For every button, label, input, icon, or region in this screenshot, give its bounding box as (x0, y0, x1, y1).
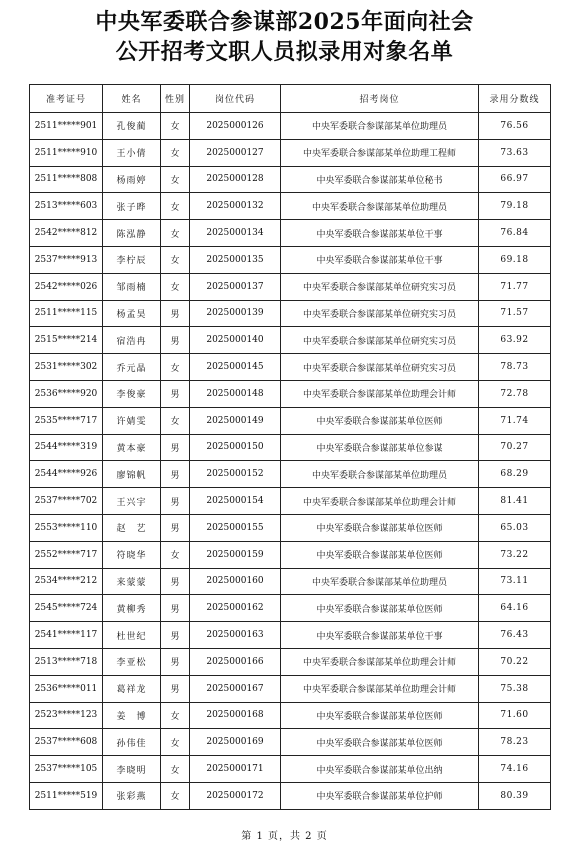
cell-exam-no: 2513*****718 (30, 648, 103, 675)
cell-score: 66.97 (479, 166, 551, 193)
cell-exam-no: 2511*****901 (30, 113, 103, 140)
cell-name: 李柠辰 (103, 246, 161, 273)
cell-gender: 女 (161, 541, 190, 568)
cell-position: 中央军委联合参谋部某单位医师 (281, 514, 479, 541)
table-row (30, 434, 551, 461)
cell-position: 中央军委联合参谋部某单位助理会计师 (281, 488, 479, 515)
cell-position-code: 2025000172 (190, 782, 281, 809)
cell-name: 许婧雯 (103, 407, 161, 434)
cell-gender: 男 (161, 568, 190, 595)
cell-gender: 女 (161, 193, 190, 220)
table-row (30, 246, 551, 273)
cell-position: 中央军委联合参谋部某单位研究实习员 (281, 300, 479, 327)
cell-gender: 男 (161, 648, 190, 675)
table-body (30, 113, 551, 810)
header-score: 录用分数线 (479, 85, 551, 113)
table-row (30, 461, 551, 488)
cell-name: 李亚松 (103, 648, 161, 675)
cell-position-code: 2025000127 (190, 139, 281, 166)
cell-position: 中央军委联合参谋部某单位助理员 (281, 568, 479, 595)
cell-name: 王小倩 (103, 139, 161, 166)
cell-score: 71.60 (479, 702, 551, 729)
header-exam-no: 准考证号 (30, 85, 103, 113)
cell-name: 姜 博 (103, 702, 161, 729)
cell-exam-no: 2511*****910 (30, 139, 103, 166)
header-position: 招考岗位 (281, 85, 479, 113)
cell-name: 宿浩冉 (103, 327, 161, 354)
cell-gender: 女 (161, 729, 190, 756)
cell-name: 杨雨婷 (103, 166, 161, 193)
cell-score: 70.27 (479, 434, 551, 461)
cell-score: 76.43 (479, 622, 551, 649)
cell-exam-no: 2531*****302 (30, 354, 103, 381)
cell-name: 来蒙蒙 (103, 568, 161, 595)
cell-position-code: 2025000159 (190, 541, 281, 568)
cell-name: 张子晔 (103, 193, 161, 220)
header-gender: 性别 (161, 85, 190, 113)
cell-position-code: 2025000135 (190, 246, 281, 273)
cell-position-code: 2025000132 (190, 193, 281, 220)
cell-name: 孙伟佳 (103, 729, 161, 756)
cell-gender: 女 (161, 354, 190, 381)
header-name: 姓名 (103, 85, 161, 113)
cell-position-code: 2025000154 (190, 488, 281, 515)
cell-exam-no: 2544*****926 (30, 461, 103, 488)
cell-score: 80.39 (479, 782, 551, 809)
cell-position: 中央军委联合参谋部某单位助理会计师 (281, 380, 479, 407)
cell-score: 73.11 (479, 568, 551, 595)
cell-name: 葛祥龙 (103, 675, 161, 702)
cell-gender: 女 (161, 407, 190, 434)
table-row (30, 220, 551, 247)
cell-gender: 男 (161, 675, 190, 702)
cell-score: 63.92 (479, 327, 551, 354)
document-title-line-1: 中央军委联合参谋部2025年面向社会 (95, 9, 474, 35)
cell-position: 中央军委联合参谋部某单位参谋 (281, 434, 479, 461)
cell-position-code: 2025000137 (190, 273, 281, 300)
cell-position: 中央军委联合参谋部某单位干事 (281, 246, 479, 273)
table-row (30, 622, 551, 649)
cell-position: 中央军委联合参谋部某单位助理员 (281, 461, 479, 488)
cell-exam-no: 2537*****608 (30, 729, 103, 756)
cell-name: 杜世纪 (103, 622, 161, 649)
admission-list-table (29, 84, 551, 810)
cell-position-code: 2025000168 (190, 702, 281, 729)
cell-position: 中央军委联合参谋部某单位助理工程师 (281, 139, 479, 166)
cell-score: 71.77 (479, 273, 551, 300)
cell-exam-no: 2542*****026 (30, 273, 103, 300)
table-row (30, 139, 551, 166)
header-row (30, 85, 551, 113)
cell-gender: 女 (161, 782, 190, 809)
cell-name: 李俊豪 (103, 380, 161, 407)
cell-score: 72.78 (479, 380, 551, 407)
cell-position-code: 2025000126 (190, 113, 281, 140)
cell-name: 陈泓静 (103, 220, 161, 247)
header-position-code: 岗位代码 (190, 85, 281, 113)
cell-gender: 女 (161, 166, 190, 193)
cell-name: 张彩燕 (103, 782, 161, 809)
table-row (30, 782, 551, 809)
cell-position-code: 2025000166 (190, 648, 281, 675)
table-row (30, 327, 551, 354)
table-row (30, 407, 551, 434)
cell-position: 中央军委联合参谋部某单位医师 (281, 702, 479, 729)
cell-exam-no: 2513*****603 (30, 193, 103, 220)
cell-position: 中央军委联合参谋部某单位助理员 (281, 193, 479, 220)
cell-exam-no: 2511*****115 (30, 300, 103, 327)
cell-name: 邹雨楠 (103, 273, 161, 300)
cell-name: 孔俊蔺 (103, 113, 161, 140)
cell-position-code: 2025000139 (190, 300, 281, 327)
table-header (30, 85, 551, 113)
cell-score: 70.22 (479, 648, 551, 675)
cell-position-code: 2025000148 (190, 380, 281, 407)
document-title-line-2: 公开招考文职人员拟录用对象名单 (115, 39, 454, 65)
cell-position-code: 2025000167 (190, 675, 281, 702)
cell-name: 赵 艺 (103, 514, 161, 541)
cell-exam-no: 2537*****702 (30, 488, 103, 515)
cell-exam-no: 2537*****105 (30, 756, 103, 783)
table-row (30, 568, 551, 595)
cell-score: 65.03 (479, 514, 551, 541)
cell-gender: 女 (161, 756, 190, 783)
cell-gender: 男 (161, 595, 190, 622)
cell-position-code: 2025000152 (190, 461, 281, 488)
cell-gender: 男 (161, 434, 190, 461)
table-row (30, 541, 551, 568)
cell-name: 廖锦帆 (103, 461, 161, 488)
cell-name: 符晓华 (103, 541, 161, 568)
table-row (30, 166, 551, 193)
cell-position-code: 2025000171 (190, 756, 281, 783)
cell-position-code: 2025000150 (190, 434, 281, 461)
cell-exam-no: 2545*****724 (30, 595, 103, 622)
cell-gender: 女 (161, 220, 190, 247)
cell-position-code: 2025000134 (190, 220, 281, 247)
cell-exam-no: 2511*****808 (30, 166, 103, 193)
table-row (30, 648, 551, 675)
cell-score: 76.84 (479, 220, 551, 247)
cell-gender: 女 (161, 139, 190, 166)
cell-gender: 女 (161, 702, 190, 729)
cell-position-code: 2025000160 (190, 568, 281, 595)
cell-position: 中央军委联合参谋部某单位医师 (281, 729, 479, 756)
cell-score: 64.16 (479, 595, 551, 622)
cell-name: 李晓明 (103, 756, 161, 783)
cell-score: 73.22 (479, 541, 551, 568)
cell-position-code: 2025000162 (190, 595, 281, 622)
cell-score: 76.56 (479, 113, 551, 140)
cell-position: 中央军委联合参谋部某单位干事 (281, 622, 479, 649)
cell-name: 王兴宇 (103, 488, 161, 515)
cell-gender: 女 (161, 273, 190, 300)
cell-exam-no: 2553*****110 (30, 514, 103, 541)
cell-gender: 男 (161, 327, 190, 354)
cell-exam-no: 2534*****212 (30, 568, 103, 595)
table-row (30, 702, 551, 729)
cell-position: 中央军委联合参谋部某单位研究实习员 (281, 273, 479, 300)
table-row (30, 380, 551, 407)
cell-position-code: 2025000145 (190, 354, 281, 381)
cell-score: 78.23 (479, 729, 551, 756)
table-row (30, 354, 551, 381)
cell-exam-no: 2523*****123 (30, 702, 103, 729)
cell-exam-no: 2536*****920 (30, 380, 103, 407)
cell-score: 74.16 (479, 756, 551, 783)
cell-score: 75.38 (479, 675, 551, 702)
cell-position: 中央军委联合参谋部某单位干事 (281, 220, 479, 247)
table-row (30, 193, 551, 220)
cell-gender: 女 (161, 113, 190, 140)
cell-exam-no: 2541*****117 (30, 622, 103, 649)
cell-position: 中央军委联合参谋部某单位护师 (281, 782, 479, 809)
cell-position: 中央军委联合参谋部某单位秘书 (281, 166, 479, 193)
table-row (30, 595, 551, 622)
table-row (30, 113, 551, 140)
cell-exam-no: 2537*****913 (30, 246, 103, 273)
cell-exam-no: 2544*****319 (30, 434, 103, 461)
cell-exam-no: 2536*****011 (30, 675, 103, 702)
cell-position: 中央军委联合参谋部某单位助理员 (281, 113, 479, 140)
cell-score: 81.41 (479, 488, 551, 515)
cell-position: 中央军委联合参谋部某单位医师 (281, 595, 479, 622)
cell-score: 79.18 (479, 193, 551, 220)
cell-gender: 男 (161, 380, 190, 407)
cell-score: 71.74 (479, 407, 551, 434)
cell-score: 71.57 (479, 300, 551, 327)
cell-exam-no: 2535*****717 (30, 407, 103, 434)
cell-position-code: 2025000169 (190, 729, 281, 756)
cell-position: 中央军委联合参谋部某单位助理会计师 (281, 675, 479, 702)
cell-score: 69.18 (479, 246, 551, 273)
table-row (30, 756, 551, 783)
cell-gender: 男 (161, 514, 190, 541)
page-footer: 第 1 页，共 2 页 (241, 831, 328, 842)
cell-gender: 男 (161, 622, 190, 649)
cell-score: 78.73 (479, 354, 551, 381)
cell-position: 中央军委联合参谋部某单位医师 (281, 407, 479, 434)
cell-exam-no: 2552*****717 (30, 541, 103, 568)
cell-position: 中央军委联合参谋部某单位出纳 (281, 756, 479, 783)
cell-position-code: 2025000163 (190, 622, 281, 649)
cell-exam-no: 2542*****812 (30, 220, 103, 247)
table-row (30, 729, 551, 756)
cell-gender: 女 (161, 246, 190, 273)
table-row (30, 488, 551, 515)
table-row (30, 300, 551, 327)
cell-exam-no: 2511*****519 (30, 782, 103, 809)
cell-exam-no: 2515*****214 (30, 327, 103, 354)
cell-position: 中央军委联合参谋部某单位研究实习员 (281, 327, 479, 354)
cell-position-code: 2025000128 (190, 166, 281, 193)
cell-score: 68.29 (479, 461, 551, 488)
cell-position: 中央军委联合参谋部某单位研究实习员 (281, 354, 479, 381)
cell-gender: 男 (161, 488, 190, 515)
cell-gender: 男 (161, 300, 190, 327)
table-row (30, 273, 551, 300)
cell-name: 杨孟昊 (103, 300, 161, 327)
cell-position: 中央军委联合参谋部某单位医师 (281, 541, 479, 568)
table-row (30, 514, 551, 541)
cell-name: 黄本豪 (103, 434, 161, 461)
cell-score: 73.63 (479, 139, 551, 166)
cell-position-code: 2025000155 (190, 514, 281, 541)
table-row (30, 675, 551, 702)
cell-gender: 男 (161, 461, 190, 488)
cell-position-code: 2025000149 (190, 407, 281, 434)
cell-position: 中央军委联合参谋部某单位助理会计师 (281, 648, 479, 675)
cell-name: 黄柳秀 (103, 595, 161, 622)
cell-name: 乔元晶 (103, 354, 161, 381)
cell-position-code: 2025000140 (190, 327, 281, 354)
